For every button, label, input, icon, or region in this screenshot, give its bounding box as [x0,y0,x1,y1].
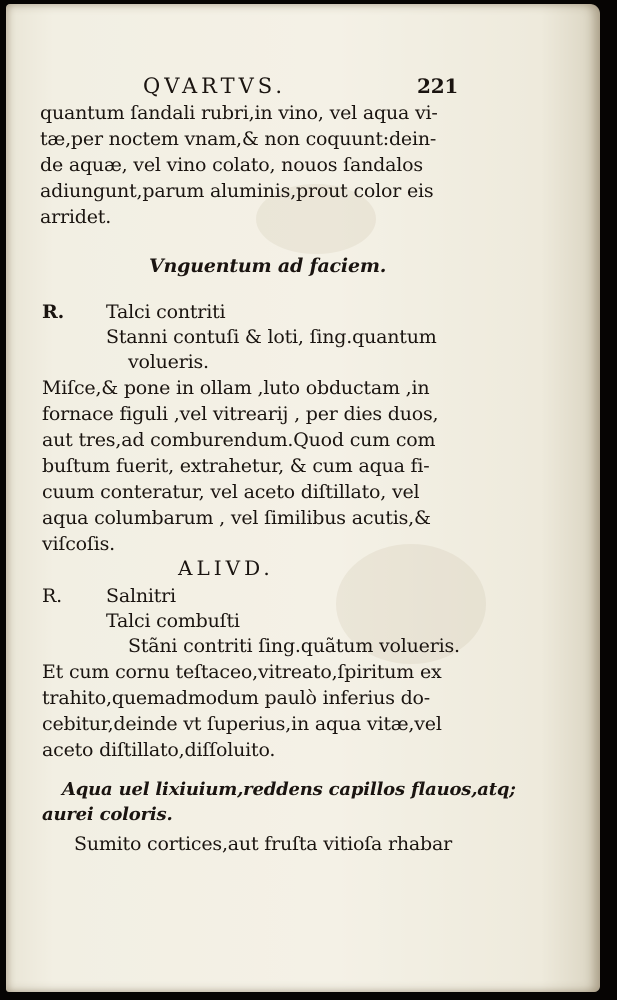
text-line: viſcoſis. [42,533,116,555]
section-heading: Vnguentum ad faciem. [149,255,387,277]
running-title: QVARTVS. [143,74,287,98]
text-line: cebitur,deinde vt ſuperius,in aqua vitæ,vel [42,713,442,735]
text-line: Et cum cornu teſtaceo,vitreato,ſpiritum ex [42,661,442,683]
ingredient: Stanni contuſi & loti, ſing.quantum [106,326,437,348]
text-line: arridet. [40,206,112,228]
text-line: aceto diſtillato,diſſoluito. [42,739,276,761]
ingredient: Talci contriti [106,301,226,323]
text-line: aqua columbarum , vel ſimilibus acutis,& [42,507,431,529]
ingredient: Stãni contriti ſing.quãtum volueris. [128,635,460,657]
section-heading: ALIVD. [178,556,274,580]
text-line: de aquæ, vel vino colato, nouos ſandalos [40,154,423,176]
text-line: buſtum fuerit, extrahetur, & cum aqua fi- [42,455,430,477]
book-page [6,4,600,992]
section-heading: aurei coloris. [42,804,173,825]
ingredient: Salnitri [106,585,176,607]
text-line: tæ,per noctem vnam,& non coquunt:dein- [40,128,437,150]
ingredient: Talci combuſti [106,610,240,632]
text-line: aut tres,ad comburendum.Quod cum com [42,429,436,451]
section-heading: Aqua uel lixiuium,reddens capillos flauos,atq; [62,779,516,800]
recipe-symbol: R. [42,585,62,607]
ingredient-continuation: volueris. [128,351,209,373]
text-line: quantum ſandali rubri,in vino, vel aqua vi- [40,102,438,124]
text-line: trahito,quemadmodum paulò inferius do- [42,687,431,709]
text-line: fornace figuli ,vel vitrearij , per dies duos, [42,403,439,425]
text-line: Sumito cortices,aut fruſta vitioſa rhabar [74,833,453,855]
text-line: cuum conteratur, vel aceto diſtillato, vel [42,481,420,503]
text-line: adiungunt,parum aluminis,prout color eis [40,180,434,202]
text-line: Miſce,& pone in ollam ,luto obductam ,in [42,377,430,399]
recipe-symbol: R. [42,301,65,323]
page-number: 221 [417,74,459,98]
